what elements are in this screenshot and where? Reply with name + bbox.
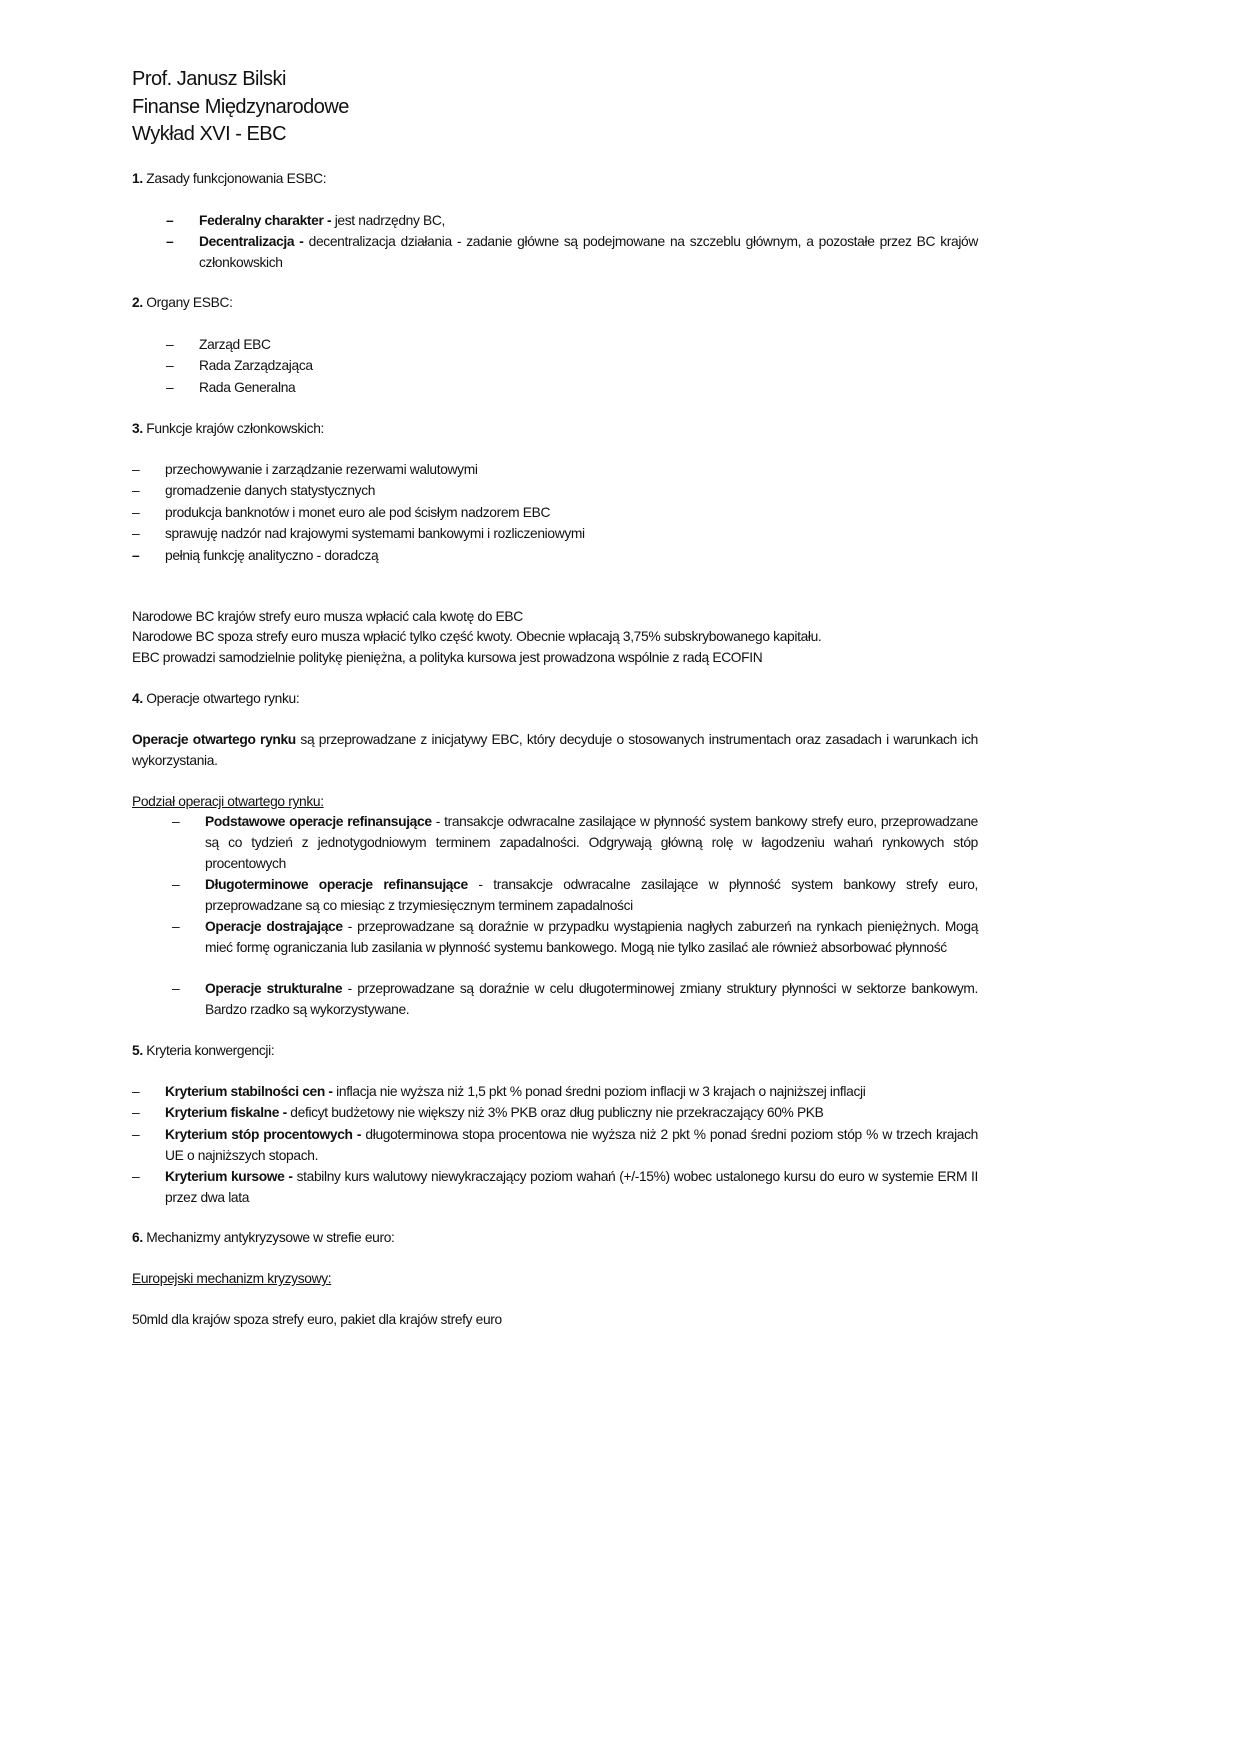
- bullet-icon: –: [132, 483, 140, 498]
- list-item: produkcja banknotów i monet euro ale pod ścisłym nadzorem EBC: [165, 505, 551, 520]
- list-item: Kryterium kursowe - stabilny kurs walutowy niewykraczający poziom wahań (+/-15%) wobec ustalonego kursu do euro w systemie ERM II przez dwa lata: [165, 1169, 978, 1205]
- list-item: gromadzenie danych statystycznych: [165, 483, 376, 498]
- bullet-icon: –: [172, 919, 180, 934]
- list-item: Kryterium stabilności cen - inflacja nie wyższa niż 1,5 pkt % ponad średni poziom inflacji w 3 krajach o najniższej inflacji: [165, 1084, 866, 1099]
- bullet-icon: –: [132, 1105, 140, 1120]
- bullet-icon: –: [166, 234, 174, 249]
- list-item: Operacje dostrajające - przeprowadzane są doraźnie w przypadku wystąpienia nagłych zaburzeń na rynkach pieniężnych. Mogą mieć formę ograniczania lub zasilania w płynność systemu bankowego. Mogą nie tylko zasilać ale również absorbować płynność: [205, 919, 979, 955]
- bullet-icon: –: [166, 213, 174, 228]
- bullet-icon: –: [132, 462, 140, 477]
- list-item: Kryterium stóp procentowych - długoterminowa stopa procentowa nie wyższa niż 2 pkt % ponad średni poziom stóp % w trzech krajach UE o najniższych stopach.: [165, 1127, 978, 1163]
- bullet-icon: –: [132, 505, 140, 520]
- note-line: EBC prowadzi samodzielnie politykę pieniężna, a polityka kursowa jest prowadzona wspólnie z radą ECOFIN: [132, 650, 763, 665]
- list-item: Decentralizacja - decentralizacja działania - zadanie główne są podejmowane na szczeblu głównym, a pozostałe przez BC krajów członkowskich: [199, 234, 978, 270]
- bullet-icon: –: [132, 1169, 140, 1184]
- bullet-icon: –: [172, 814, 180, 829]
- list-item: Federalny charakter - jest nadrzędny BC,: [199, 213, 445, 228]
- list-item: Rada Zarządzająca: [199, 358, 313, 373]
- list-item: Operacje strukturalne - przeprowadzane są doraźnie w celu długoterminowej zmiany struktury płynności w sektorze bankowym. Bardzo rzadko są wykorzystywane.: [205, 981, 978, 1017]
- list-item: Długoterminowe operacje refinansujące - transakcje odwracalne zasilające w płynność system bankowy strefy euro, przeprowadzane są co miesiąc z trzymiesięcznym terminem zapadalności: [205, 877, 978, 913]
- list-item: sprawuję nadzór nad krajowymi systemami bankowymi i rozliczeniowymi: [165, 526, 585, 541]
- subheading: Europejski mechanizm kryzysowy:: [132, 1271, 332, 1286]
- paragraph: 50mld dla krajów spoza strefy euro, pakiet dla krajów strefy euro: [132, 1312, 502, 1327]
- section-title: Zasady funkcjonowania ESBC:: [146, 171, 327, 186]
- bullet-icon: –: [166, 337, 174, 352]
- bullet-icon: –: [132, 548, 140, 563]
- bullet-icon: –: [166, 380, 174, 395]
- list-item: pełnią funkcję analityczno - doradczą: [165, 548, 379, 563]
- list-item: przechowywanie i zarządzanie rezerwami walutowymi: [165, 462, 478, 477]
- bullet-icon: –: [132, 1127, 140, 1142]
- bullet-icon: –: [172, 877, 180, 892]
- section-4-heading: 4. Operacje otwartego rynku:: [132, 691, 300, 706]
- author: Prof. Janusz Bilski: [132, 68, 286, 90]
- section-5-heading: 5. Kryteria konwergencji:: [132, 1043, 275, 1058]
- bullet-icon: –: [166, 358, 174, 373]
- list-item: Podstawowe operacje refinansujące - transakcje odwracalne zasilające w płynność system bankowy strefy euro, przeprowadzane są co tydzień z jednotygodniowym terminem zapadalności. Odgrywają główną rolę w łagodzeniu wahań rynkowych stóp procentowych: [205, 814, 978, 871]
- section-2-heading: 2. Organy ESBC:: [132, 295, 233, 310]
- course-title: Finanse Międzynarodowe: [132, 96, 349, 118]
- intro-paragraph: Operacje otwartego rynku są przeprowadzane z inicjatywy EBC, który decyduje o stosowanych instrumentach oraz zasadach i warunkach ich wykorzystania.: [132, 732, 978, 768]
- section-1-heading: [132, 169, 326, 190]
- bullet-icon: –: [132, 1084, 140, 1099]
- bullet-icon: –: [172, 981, 180, 996]
- bullet-icon: –: [132, 526, 140, 541]
- lecture-title: Wykład XVI - EBC: [132, 123, 287, 145]
- note-line: Narodowe BC spoza strefy euro musza wpłacić tylko część kwoty. Obecnie wpłacają 3,75% subskrybowanego kapitału.: [132, 629, 822, 644]
- list-item: Zarząd EBC: [199, 337, 271, 352]
- section-3-heading: 3. Funkcje krajów członkowskich:: [132, 421, 325, 436]
- list-item: Kryterium fiskalne - deficyt budżetowy nie większy niż 3% PKB oraz dług publiczny nie przekraczający 60% PKB: [165, 1105, 824, 1120]
- section-number: 1.: [132, 171, 143, 186]
- list-item: Rada Generalna: [199, 380, 296, 395]
- note-line: Narodowe BC krajów strefy euro musza wpłacić cala kwotę do EBC: [132, 609, 523, 624]
- section-6-heading: 6. Mechanizmy antykryzysowe w strefie euro:: [132, 1230, 395, 1245]
- subheading: Podział operacji otwartego rynku:: [132, 794, 324, 809]
